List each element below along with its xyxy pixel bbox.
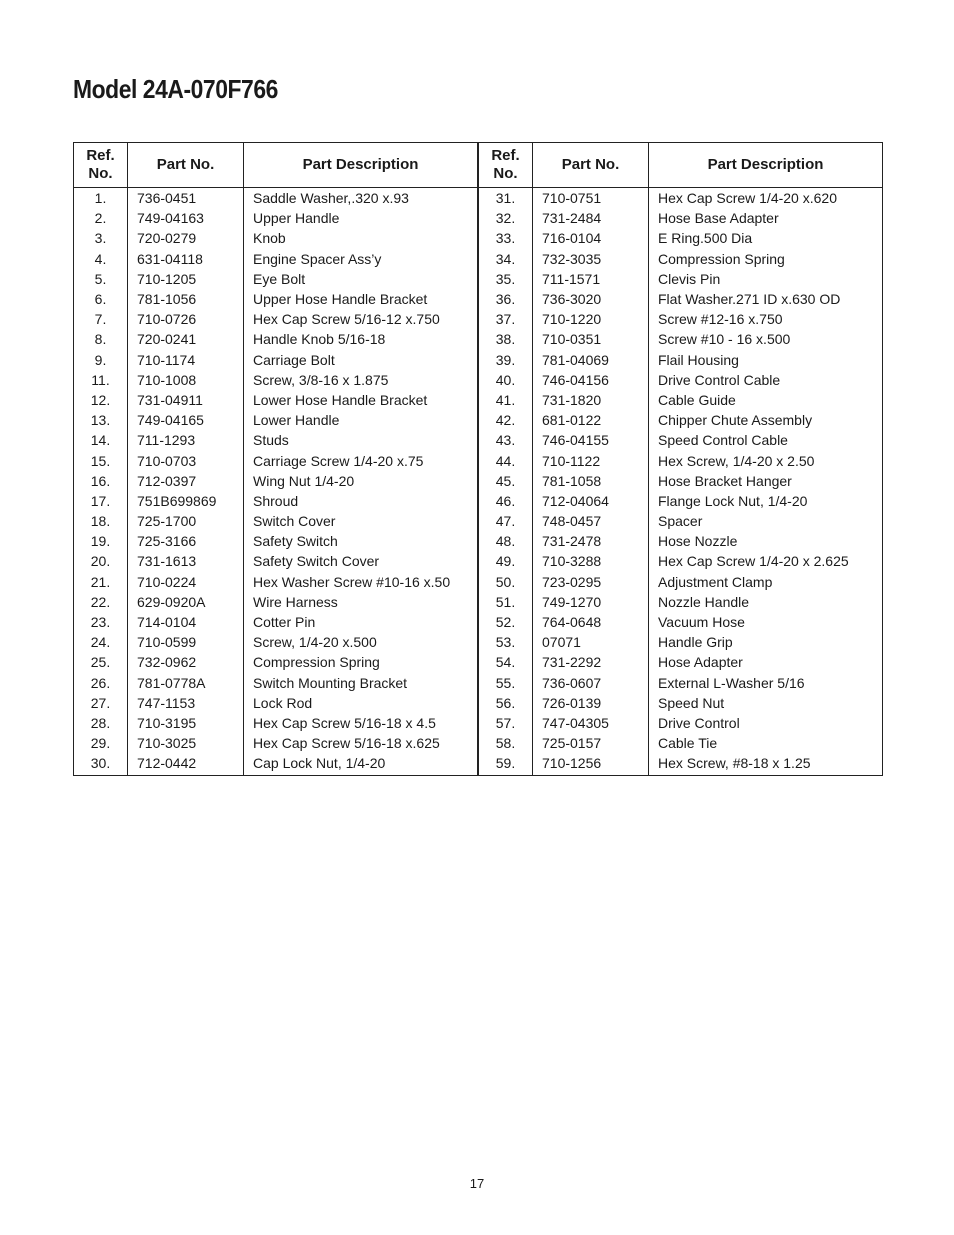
part-description-cell: Spacer [649, 511, 883, 531]
ref-no-cell: 9. [74, 350, 128, 370]
part-no-cell: 710-3195 [128, 713, 244, 733]
part-no-cell: 781-0778A [128, 673, 244, 693]
part-no-cell: 731-1820 [533, 390, 649, 410]
parts-table-right [478, 142, 883, 776]
part-no-cell: 732-0962 [128, 652, 244, 672]
table-row [479, 350, 883, 370]
ref-no-cell: 56. [479, 693, 533, 713]
table-row [479, 329, 883, 349]
part-no-cell: 749-1270 [533, 592, 649, 612]
header-part-no: Part No. [533, 143, 649, 188]
part-description-cell: Screw #12-16 x.750 [649, 309, 883, 329]
part-no-cell: 711-1293 [128, 430, 244, 450]
part-description-cell: Hex Cap Screw 5/16-18 x.625 [244, 733, 478, 753]
ref-no-cell: 35. [479, 269, 533, 289]
table-row [479, 632, 883, 652]
ref-no-cell: 39. [479, 350, 533, 370]
parts-table-left [73, 142, 478, 776]
part-no-cell: 731-04911 [128, 390, 244, 410]
table-row [74, 551, 478, 571]
ref-no-cell: 50. [479, 572, 533, 592]
part-description-cell: Speed Nut [649, 693, 883, 713]
part-description-cell: Hose Base Adapter [649, 208, 883, 228]
part-description-cell: Speed Control Cable [649, 430, 883, 450]
part-no-cell: 710-1220 [533, 309, 649, 329]
part-no-cell: 732-3035 [533, 249, 649, 269]
table-row [74, 592, 478, 612]
part-no-cell: 716-0104 [533, 228, 649, 248]
ref-no-cell: 29. [74, 733, 128, 753]
table-row [479, 551, 883, 571]
ref-no-cell: 36. [479, 289, 533, 309]
table-row [74, 370, 478, 390]
table-row [74, 471, 478, 491]
table-row [74, 329, 478, 349]
part-no-cell: 681-0122 [533, 410, 649, 430]
part-no-cell: 710-3025 [128, 733, 244, 753]
part-no-cell: 631-04118 [128, 249, 244, 269]
ref-no-cell: 49. [479, 551, 533, 571]
ref-no-cell: 31. [479, 188, 533, 209]
table-row [74, 673, 478, 693]
header-ref-no-label: Ref. No. [491, 147, 520, 182]
part-description-cell: Upper Handle [244, 208, 478, 228]
ref-no-cell: 58. [479, 733, 533, 753]
part-no-cell: 736-0451 [128, 188, 244, 209]
part-no-cell: 710-1256 [533, 753, 649, 776]
part-no-cell: 736-0607 [533, 673, 649, 693]
table-row [74, 531, 478, 551]
ref-no-cell: 45. [479, 471, 533, 491]
table-row [74, 350, 478, 370]
table-header-row [74, 143, 478, 188]
part-description-cell: Switch Mounting Bracket [244, 673, 478, 693]
part-description-cell: Hex Screw, #8-18 x 1.25 [649, 753, 883, 776]
ref-no-cell: 4. [74, 249, 128, 269]
ref-no-cell: 13. [74, 410, 128, 430]
ref-no-cell: 21. [74, 572, 128, 592]
part-description-cell: Upper Hose Handle Bracket [244, 289, 478, 309]
part-description-cell: Hex Cap Screw 5/16-12 x.750 [244, 309, 478, 329]
ref-no-cell: 6. [74, 289, 128, 309]
ref-no-cell: 32. [479, 208, 533, 228]
part-no-cell: 749-04165 [128, 410, 244, 430]
ref-no-cell: 52. [479, 612, 533, 632]
ref-no-cell: 44. [479, 450, 533, 470]
part-description-cell: Hex Cap Screw 1/4-20 x 2.625 [649, 551, 883, 571]
part-no-cell: 710-1122 [533, 450, 649, 470]
part-no-cell: 710-0224 [128, 572, 244, 592]
table-row [74, 572, 478, 592]
ref-no-cell: 43. [479, 430, 533, 450]
part-description-cell: Hose Nozzle [649, 531, 883, 551]
part-no-cell: 731-2478 [533, 531, 649, 551]
part-no-cell: 747-1153 [128, 693, 244, 713]
page-title: Model 24A-070F766 [73, 74, 278, 104]
table-row [74, 269, 478, 289]
ref-no-cell: 22. [74, 592, 128, 612]
table-row [479, 753, 883, 776]
table-row [479, 733, 883, 753]
part-description-cell: Wire Harness [244, 592, 478, 612]
header-part-no: Part No. [128, 143, 244, 188]
part-no-cell: 725-1700 [128, 511, 244, 531]
part-description-cell: Cable Guide [649, 390, 883, 410]
table-row [74, 491, 478, 511]
table-header-row [479, 143, 883, 188]
table-row [479, 531, 883, 551]
table-row [479, 228, 883, 248]
table-row [74, 733, 478, 753]
table-row [479, 673, 883, 693]
part-description-cell: Knob [244, 228, 478, 248]
part-description-cell: Cotter Pin [244, 612, 478, 632]
ref-no-cell: 8. [74, 329, 128, 349]
ref-no-cell: 2. [74, 208, 128, 228]
table-row [74, 309, 478, 329]
table-row [479, 491, 883, 511]
part-no-cell: 712-04064 [533, 491, 649, 511]
part-no-cell: 726-0139 [533, 693, 649, 713]
part-description-cell: Cap Lock Nut, 1/4-20 [244, 753, 478, 776]
part-no-cell: 746-04155 [533, 430, 649, 450]
part-no-cell: 710-0351 [533, 329, 649, 349]
ref-no-cell: 48. [479, 531, 533, 551]
part-description-cell: Cable Tie [649, 733, 883, 753]
part-description-cell: Handle Grip [649, 632, 883, 652]
table-row [479, 410, 883, 430]
part-description-cell: Hex Washer Screw #10-16 x.50 [244, 572, 478, 592]
table-row [74, 228, 478, 248]
part-description-cell: Screw, 1/4-20 x.500 [244, 632, 478, 652]
part-description-cell: Lock Rod [244, 693, 478, 713]
table-row [479, 430, 883, 450]
ref-no-cell: 28. [74, 713, 128, 733]
part-description-cell: Switch Cover [244, 511, 478, 531]
part-description-cell: Eye Bolt [244, 269, 478, 289]
part-description-cell: Saddle Washer,.320 x.93 [244, 188, 478, 209]
part-no-cell: 748-0457 [533, 511, 649, 531]
part-no-cell: 731-2292 [533, 652, 649, 672]
table-row [479, 511, 883, 531]
part-no-cell: 781-1058 [533, 471, 649, 491]
part-description-cell: Compression Spring [244, 652, 478, 672]
part-no-cell: 712-0442 [128, 753, 244, 776]
table-row [479, 208, 883, 228]
part-description-cell: Safety Switch [244, 531, 478, 551]
ref-no-cell: 7. [74, 309, 128, 329]
part-description-cell: Screw #10 - 16 x.500 [649, 329, 883, 349]
part-no-cell: 710-1174 [128, 350, 244, 370]
ref-no-cell: 30. [74, 753, 128, 776]
part-no-cell: 736-3020 [533, 289, 649, 309]
table-row [74, 450, 478, 470]
part-description-cell: Wing Nut 1/4-20 [244, 471, 478, 491]
ref-no-cell: 46. [479, 491, 533, 511]
part-description-cell: Hex Screw, 1/4-20 x 2.50 [649, 450, 883, 470]
ref-no-cell: 53. [479, 632, 533, 652]
part-description-cell: Carriage Bolt [244, 350, 478, 370]
table-row [74, 753, 478, 776]
ref-no-cell: 25. [74, 652, 128, 672]
part-no-cell: 07071 [533, 632, 649, 652]
table-row [74, 289, 478, 309]
table-row [479, 370, 883, 390]
ref-no-cell: 3. [74, 228, 128, 248]
table-row [74, 390, 478, 410]
part-description-cell: Compression Spring [649, 249, 883, 269]
table-row [479, 693, 883, 713]
ref-no-cell: 20. [74, 551, 128, 571]
part-no-cell: 712-0397 [128, 471, 244, 491]
ref-no-cell: 11. [74, 370, 128, 390]
part-description-cell: Flail Housing [649, 350, 883, 370]
part-description-cell: E Ring.500 Dia [649, 228, 883, 248]
header-part-description: Part Description [649, 143, 883, 188]
part-description-cell: Studs [244, 430, 478, 450]
part-no-cell: 710-1008 [128, 370, 244, 390]
part-no-cell: 710-3288 [533, 551, 649, 571]
part-no-cell: 751B699869 [128, 491, 244, 511]
table-row [479, 289, 883, 309]
part-description-cell: Drive Control [649, 713, 883, 733]
part-description-cell: Chipper Chute Assembly [649, 410, 883, 430]
part-description-cell: Engine Spacer Ass’y [244, 249, 478, 269]
ref-no-cell: 33. [479, 228, 533, 248]
ref-no-cell: 34. [479, 249, 533, 269]
table-row [479, 450, 883, 470]
ref-no-cell: 54. [479, 652, 533, 672]
ref-no-cell: 1. [74, 188, 128, 209]
part-description-cell: Screw, 3/8-16 x 1.875 [244, 370, 478, 390]
table-row [479, 652, 883, 672]
part-no-cell: 781-04069 [533, 350, 649, 370]
ref-no-cell: 24. [74, 632, 128, 652]
part-description-cell: Lower Hose Handle Bracket [244, 390, 478, 410]
header-ref-no [74, 143, 128, 188]
part-description-cell: Drive Control Cable [649, 370, 883, 390]
part-description-cell: Hex Cap Screw 5/16-18 x 4.5 [244, 713, 478, 733]
header-part-description: Part Description [244, 143, 478, 188]
part-no-cell: 749-04163 [128, 208, 244, 228]
table-row [479, 713, 883, 733]
header-ref-no-label: Ref. No. [86, 147, 115, 182]
part-description-cell: Vacuum Hose [649, 612, 883, 632]
table-row [74, 188, 478, 209]
part-no-cell: 720-0241 [128, 329, 244, 349]
ref-no-cell: 15. [74, 450, 128, 470]
table-row [479, 188, 883, 209]
part-no-cell: 725-0157 [533, 733, 649, 753]
part-description-cell: Handle Knob 5/16-18 [244, 329, 478, 349]
part-no-cell: 714-0104 [128, 612, 244, 632]
table-row [479, 471, 883, 491]
ref-no-cell: 14. [74, 430, 128, 450]
table-row [74, 652, 478, 672]
part-no-cell: 731-2484 [533, 208, 649, 228]
part-no-cell: 731-1613 [128, 551, 244, 571]
part-description-cell: Lower Handle [244, 410, 478, 430]
table-row [479, 592, 883, 612]
table-row [74, 693, 478, 713]
part-no-cell: 764-0648 [533, 612, 649, 632]
ref-no-cell: 23. [74, 612, 128, 632]
part-description-cell: Flat Washer.271 ID x.630 OD [649, 289, 883, 309]
ref-no-cell: 57. [479, 713, 533, 733]
ref-no-cell: 40. [479, 370, 533, 390]
part-no-cell: 710-0751 [533, 188, 649, 209]
table-row [479, 249, 883, 269]
header-ref-no [479, 143, 533, 188]
part-description-cell: Nozzle Handle [649, 592, 883, 612]
table-row [74, 430, 478, 450]
table-row [479, 309, 883, 329]
part-no-cell: 720-0279 [128, 228, 244, 248]
table-row [74, 713, 478, 733]
part-no-cell: 710-1205 [128, 269, 244, 289]
table-row [479, 269, 883, 289]
part-no-cell: 711-1571 [533, 269, 649, 289]
part-description-cell: Flange Lock Nut, 1/4-20 [649, 491, 883, 511]
part-no-cell: 781-1056 [128, 289, 244, 309]
part-description-cell: Hose Adapter [649, 652, 883, 672]
ref-no-cell: 18. [74, 511, 128, 531]
ref-no-cell: 19. [74, 531, 128, 551]
part-no-cell: 710-0703 [128, 450, 244, 470]
ref-no-cell: 26. [74, 673, 128, 693]
ref-no-cell: 51. [479, 592, 533, 612]
parts-table-left-body [74, 188, 478, 776]
part-description-cell: External L-Washer 5/16 [649, 673, 883, 693]
part-description-cell: Carriage Screw 1/4-20 x.75 [244, 450, 478, 470]
ref-no-cell: 42. [479, 410, 533, 430]
part-no-cell: 710-0726 [128, 309, 244, 329]
part-description-cell: Shroud [244, 491, 478, 511]
table-row [74, 612, 478, 632]
part-description-cell: Hose Bracket Hanger [649, 471, 883, 491]
ref-no-cell: 59. [479, 753, 533, 776]
ref-no-cell: 55. [479, 673, 533, 693]
ref-no-cell: 16. [74, 471, 128, 491]
ref-no-cell: 5. [74, 269, 128, 289]
part-no-cell: 725-3166 [128, 531, 244, 551]
table-row [74, 511, 478, 531]
table-row [479, 390, 883, 410]
table-row [74, 410, 478, 430]
table-row [74, 632, 478, 652]
part-no-cell: 747-04305 [533, 713, 649, 733]
part-description-cell: Safety Switch Cover [244, 551, 478, 571]
part-description-cell: Hex Cap Screw 1/4-20 x.620 [649, 188, 883, 209]
part-description-cell: Clevis Pin [649, 269, 883, 289]
ref-no-cell: 41. [479, 390, 533, 410]
ref-no-cell: 47. [479, 511, 533, 531]
part-no-cell: 723-0295 [533, 572, 649, 592]
table-row [74, 249, 478, 269]
table-row [479, 572, 883, 592]
table-row [479, 612, 883, 632]
part-no-cell: 746-04156 [533, 370, 649, 390]
ref-no-cell: 37. [479, 309, 533, 329]
part-description-cell: Adjustment Clamp [649, 572, 883, 592]
ref-no-cell: 12. [74, 390, 128, 410]
part-no-cell: 710-0599 [128, 632, 244, 652]
part-no-cell: 629-0920A [128, 592, 244, 612]
page-number: 17 [469, 1176, 485, 1191]
table-row [74, 208, 478, 228]
ref-no-cell: 27. [74, 693, 128, 713]
ref-no-cell: 17. [74, 491, 128, 511]
parts-table-right-body [479, 188, 883, 776]
ref-no-cell: 38. [479, 329, 533, 349]
